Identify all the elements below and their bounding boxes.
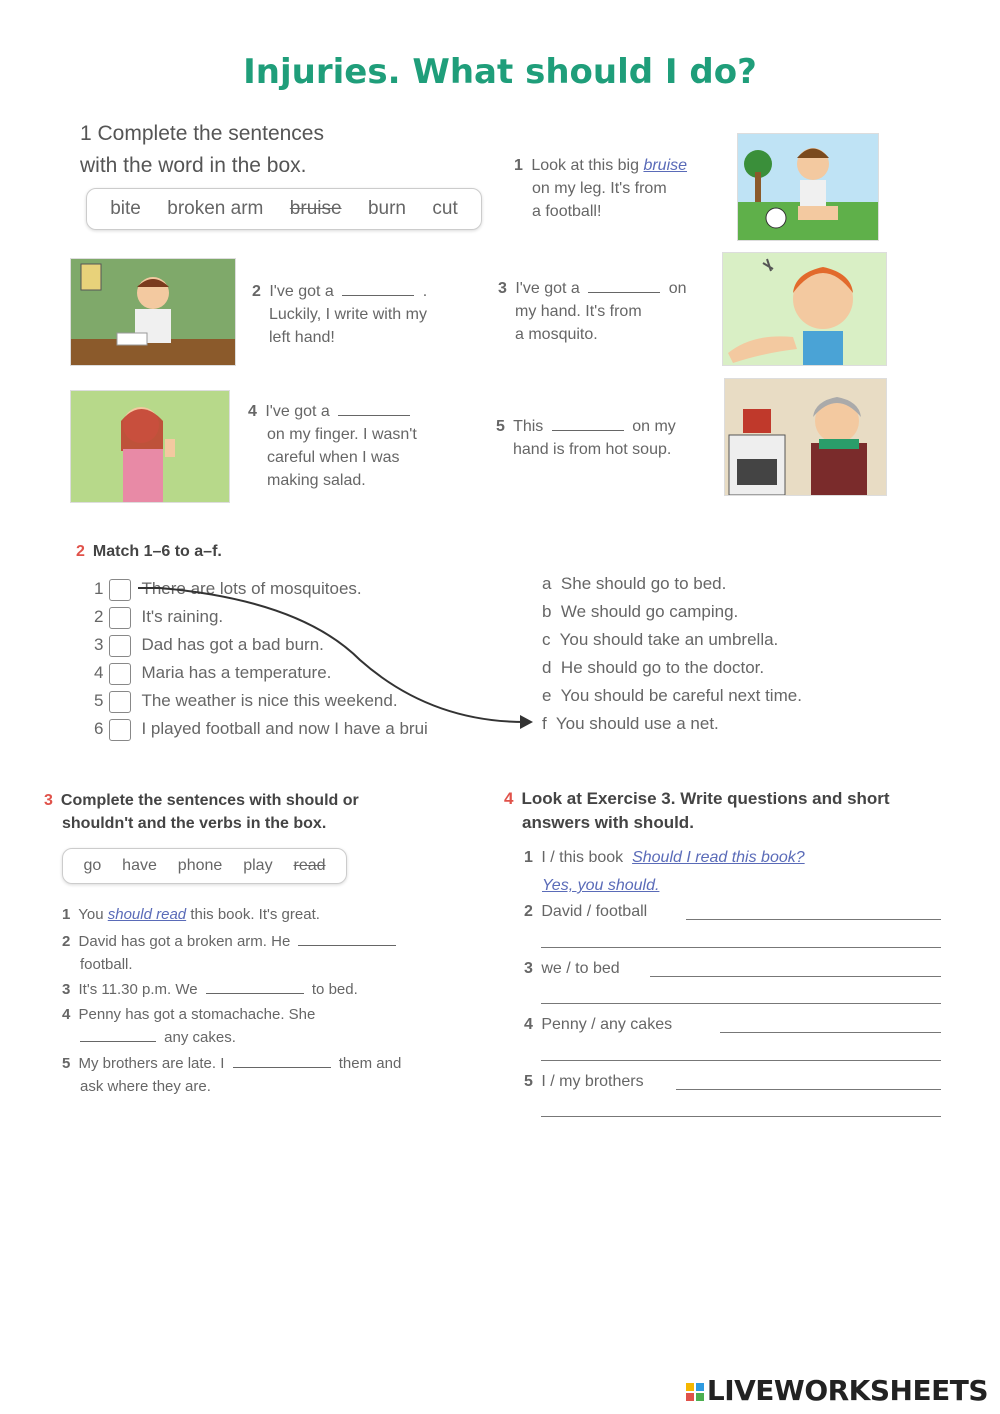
- match-checkbox-5[interactable]: [109, 691, 131, 713]
- ex2-left-column: [94, 575, 428, 743]
- ex4-item-2: 2 David / football: [524, 903, 648, 920]
- verb-phone: phone: [177, 857, 223, 874]
- ex4-heading: 4 Look at Exercise 3. Write questions and short answers with should.: [504, 789, 890, 832]
- ex4-answer-line-4[interactable]: [541, 1059, 941, 1061]
- verb-go: go: [83, 857, 102, 874]
- ex1-item-5: 5 This on my hand is from hot soup.: [496, 418, 676, 458]
- girl-mosquito-image: [722, 252, 887, 366]
- ex3-sentence-5: 5 My brothers are late. I them and ask where they are.: [62, 1055, 402, 1095]
- match-left-6: 6 I played football and now I have a brui: [94, 715, 428, 743]
- ex3-sentence-2: 2 David has got a broken arm. He football.: [62, 930, 400, 976]
- liveworksheets-brand: LIVEWORKSHEETS: [685, 1374, 988, 1407]
- match-left-3: 3 Dad has got a bad burn.: [94, 631, 428, 659]
- ex4-question-line-3[interactable]: [650, 975, 941, 977]
- boy-football-image: [737, 133, 879, 241]
- ex4-item-3: 3 we / to bed: [524, 960, 620, 977]
- ex1-answer-1[interactable]: bruise: [643, 157, 688, 174]
- match-right-a: a She should go to bed.: [542, 574, 727, 593]
- grandmother-burn-illustration: [725, 379, 886, 495]
- ex1-item-1: 1 Look at this big bruise on my leg. It's from a football!: [514, 157, 688, 220]
- ex4-question-1[interactable]: Should I read this book?: [632, 849, 805, 866]
- page-title: Injuries. What should I do?: [243, 52, 757, 92]
- ex3-blank-3[interactable]: [206, 979, 304, 994]
- ex4-answer-line-2[interactable]: [541, 946, 941, 948]
- ex3-sentence-3: 3 It's 11.30 p.m. We to bed.: [62, 981, 358, 998]
- ex2-heading: 2 Match 1–6 to a–f.: [76, 543, 222, 560]
- ex4-question-line-5[interactable]: [676, 1088, 941, 1090]
- match-left-1: 1 There are lots of mosquitoes.: [94, 575, 428, 603]
- verb-have: have: [122, 857, 157, 874]
- match-checkbox-3[interactable]: [109, 635, 131, 657]
- word-cut: cut: [432, 198, 458, 219]
- ex4-item-4: 4 Penny / any cakes: [524, 1016, 673, 1033]
- verb-play: play: [243, 857, 273, 874]
- ex4-answer-line-5[interactable]: [541, 1115, 941, 1117]
- ex3-sentence-4: 4 Penny has got a stomachache. She any cakes.: [62, 1006, 316, 1046]
- match-right-f: f You should use a net.: [542, 714, 719, 733]
- match-right-e: e You should be careful next time.: [542, 686, 802, 705]
- ex1-item-2: 2 I've got a . Luckily, I write with my left hand!: [252, 283, 428, 346]
- ex4-item-1: 1 I / this book Should I read this book? Yes, you should.: [524, 849, 805, 894]
- ex3-answer-1[interactable]: should read: [107, 906, 187, 923]
- match-checkbox-6[interactable]: [109, 719, 131, 741]
- ex4-question-line-4[interactable]: [720, 1031, 941, 1033]
- liveworksheets-logo-icon: [685, 1382, 707, 1402]
- ex1-blank-4[interactable]: [338, 401, 410, 416]
- match-checkbox-1[interactable]: [109, 579, 131, 601]
- ex3-blank-4[interactable]: [80, 1027, 156, 1042]
- ex3-sentence-1: 1 You should read this book. It's great.: [62, 906, 320, 923]
- word-burn: burn: [367, 198, 406, 219]
- ex1-blank-5[interactable]: [552, 416, 624, 431]
- woman-cut-finger-image: [70, 390, 230, 503]
- ex1-item-3: 3 I've got a on my hand. It's from a mosquito.: [498, 280, 687, 343]
- ex1-word-box: [86, 188, 482, 230]
- ex1-blank-2[interactable]: [342, 281, 414, 296]
- match-right-c: c You should take an umbrella.: [542, 630, 779, 649]
- ex1-blank-3[interactable]: [588, 278, 660, 293]
- ex3-word-box: [62, 848, 347, 884]
- girl-mosquito-illustration: [723, 253, 886, 365]
- match-right-d: d He should go to the doctor.: [542, 658, 765, 677]
- ex4-answer-1[interactable]: Yes, you should.: [542, 877, 660, 894]
- grandmother-burn-image: [724, 378, 887, 496]
- ex3-blank-2[interactable]: [298, 931, 396, 946]
- ex2-right-column: [542, 570, 802, 738]
- match-checkbox-4[interactable]: [109, 663, 131, 685]
- verb-read: read: [293, 857, 326, 874]
- boy-football-illustration: [738, 134, 878, 240]
- ex4-item-5: 5 I / my brothers: [524, 1073, 644, 1090]
- match-left-2: 2 It's raining.: [94, 603, 428, 631]
- word-bruise: bruise: [289, 198, 342, 219]
- woman-cut-finger-illustration: [71, 391, 229, 502]
- match-left-5: 5 The weather is nice this weekend.: [94, 687, 428, 715]
- match-right-b: b We should go camping.: [542, 602, 739, 621]
- match-left-4: 4 Maria has a temperature.: [94, 659, 428, 687]
- ex3-blank-5[interactable]: [233, 1053, 331, 1068]
- ex4-question-line-2[interactable]: [686, 918, 941, 920]
- man-broken-arm-illustration: [71, 259, 235, 365]
- man-broken-arm-image: [70, 258, 236, 366]
- word-bite: bite: [110, 198, 141, 219]
- word-broken-arm: broken arm: [167, 198, 264, 219]
- ex1-item-4: 4 I've got a on my finger. I wasn't careful when I was making salad.: [248, 403, 417, 489]
- ex4-answer-line-3[interactable]: [541, 1002, 941, 1004]
- ex3-heading: 3 Complete the sentences with should or shouldn't and the verbs in the box.: [44, 792, 359, 832]
- ex1-instruction: 1 Complete the sentences with the word in the box.: [80, 122, 324, 177]
- match-checkbox-2[interactable]: [109, 607, 131, 629]
